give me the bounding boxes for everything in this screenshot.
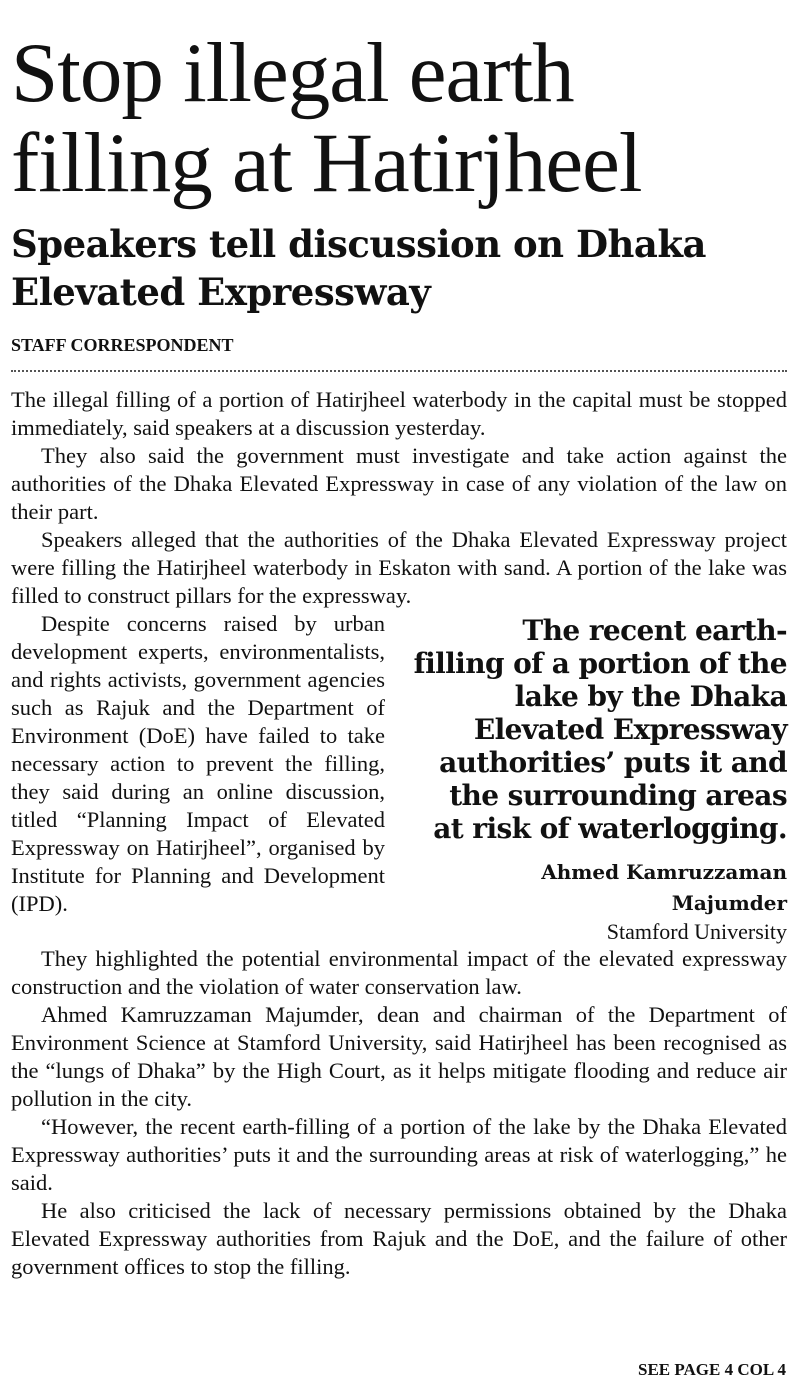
paragraph: Speakers alleged that the authorities of the Dhaka Elevated Expressway project were filling the Hatirjheel waterbody in Eskaton with sand. A portion of the lake was filled to construct pillars for the expressway. [11,527,787,608]
continuation-jump-line: SEE PAGE 4 COL 4 [638,1360,786,1379]
subheadline-line-2: Elevated Expressway [11,270,431,314]
subheadline-line-1: Speakers tell discussion on Dhaka [11,222,707,266]
article-body [11,386,787,1281]
headline-line-2: filling at Hatirjheel [11,116,642,210]
paragraph: The illegal filling of a portion of Hatirjheel waterbody in the capital must be stopped immediately, said speakers at a discussion yesterday. [11,387,787,440]
pull-quote-section [11,610,787,945]
pull-quote-name-line-2: Majumder [671,891,787,915]
paragraph: Despite concerns raised by urban development experts, environmentalists, and rights activists, government agencies such as Rajuk and the Department of Environment (DoE) have failed to take necessary action to prevent the filling, they said during an online discussion, titled “Planning Impact of Elevated Expressway on Hatirjheel”, organised by Institute for Planning and Development (IPD). [11,611,385,916]
paragraph: He also criticised the lack of necessary permissions obtained by the Dhaka Elevated Expressway authorities from Rajuk and the DoE, and the failure of other government offices to stop the filling. [11,1198,787,1279]
paragraph: Ahmed Kamruzzaman Majumder, dean and chairman of the Department of Environment Science at Stamford University, said Hatirjheel has been recognised as the “lungs of Dhaka” by the High Court, as it helps mitigate flooding and reduce air pollution in the city. [11,1002,787,1111]
pull-quote-affiliation: Stamford University [606,919,787,944]
paragraph: “However, the recent earth-filling of a portion of the lake by the Dhaka Elevated Expressway authorities’ puts it and the surrounding areas at risk of waterlogging,” he said. [11,1114,787,1195]
article [11,0,787,1281]
pull-quote-name-line-1: Ahmed Kamruzzaman [541,860,787,884]
pull-quote-text: The recent earth-filling of a portion of the lake by the Dhaka Elevated Expressway authorities’ puts it and the surrounding areas at risk of waterlogging. [413,614,787,845]
pull-quote-attribution-name [411,857,787,919]
paragraph: They also said the government must investigate and take action against the authorities of the Dhaka Elevated Expressway in case of any violation of the law on their part. [11,443,787,524]
dotted-divider [11,370,787,372]
headline-line-1: Stop illegal earth [11,26,574,120]
subheadline [11,220,787,316]
pull-quote-box [411,610,787,945]
paragraph: They highlighted the potential environmental impact of the elevated expressway construction and the violation of water conservation law. [11,946,787,999]
wrapped-column [11,610,385,945]
headline [11,0,787,208]
byline: STAFF CORRESPONDENT [11,335,234,355]
